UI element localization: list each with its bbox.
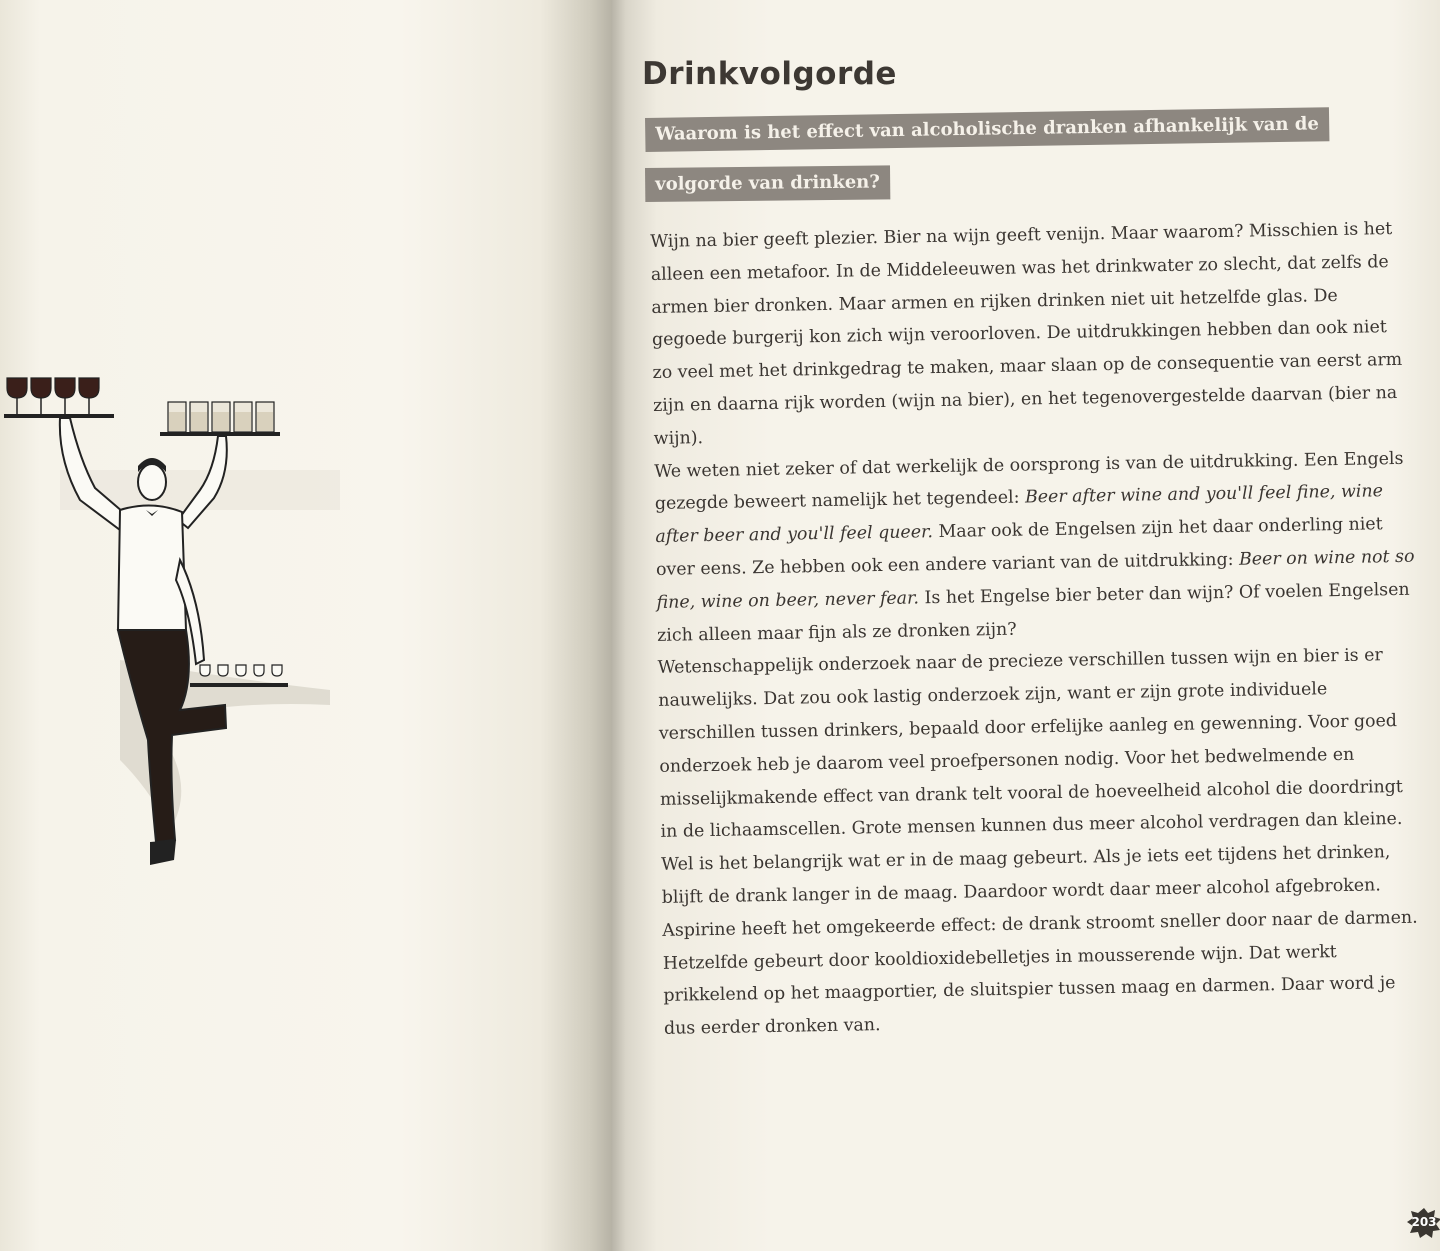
paragraph-2 <box>654 442 1417 652</box>
paragraph-2-text-c: Is het Engelse bier beter dan wijn? Of voelen Engelsen zich alleen maar fijn als ze dronken zijn? <box>656 579 1410 646</box>
paragraph-3-text: Wetenschappelijk onderzoek naar de precieze verschillen tussen wijn en bier is er nauwelijks. Dat zou ook lastig onderzoek zijn, want er zijn grote individuele verschillen tussen drinkers, bepaald door erfelijke aanleg en gewenning. Voor goed onderzoek heb je daarom veel proefpersonen nodig. Voor het bedwelmende en misselijkmakende effect van drank telt vooral de hoeveelheid alcohol die doordringt in de lichaamscellen. Grote mensen kunnen dus meer alcohol verdragen dan kleine. Wel is het belangrijk wat er in de maag gebeurt. Als je iets eet tijdens het drinken, blijft de drank langer in de maag. Daardoor wordt daar meer alcohol afgebroken. Aspirine heeft het omgekeerde effect: de drank stroomt sneller door naar de darmen. Hetzelfde gebeurt door kooldioxidebelletjes in mousserende wijn. Dat werkt prikkelend op het maagportier, de sluitspier tussen maag en darmen. Daar word je dus eerder dronken van. <box>657 645 1418 1040</box>
question-line-1: Waarom is het effect van alcoholische dranken afhankelijk van de <box>645 107 1329 152</box>
left-page <box>0 0 612 1251</box>
question-line-2: volgorde van drinken? <box>645 165 890 202</box>
paragraph-3 <box>657 639 1424 1046</box>
paragraph-2-italic-b: Beer on wine not so fine, wine on beer, never fear. <box>656 546 1415 613</box>
page-number: 203 <box>1411 1215 1437 1229</box>
paragraph-2-text-a: We weten niet zeker of dat werkelijk de oorsprong is van de uitdrukking. Een Engels gezegde beweert namelijk het tegendeel: <box>654 448 1404 515</box>
body-text <box>650 213 1424 1046</box>
wine-glasses-tray <box>4 378 114 418</box>
paragraph-1-text: Wijn na bier geeft plezier. Bier na wijn geeft venijn. Maar waarom? Misschien is het alleen een metafoor. In de Middeleeuwen was het drinkwater zo slecht, dat zelfs de armen bier dronken. Maar armen en rijken drinken niet uit hetzelfde glas. De gegoede burgerij kon zich wijn veroorloven. De uitdrukkingen hebben dan ook niet zo veel met het drinkgedrag te maken, maar slaan op de consequentie van eerst arm zijn en daarna rijk worden (wijn na bier), en het tegenovergestelde daarvan (bier na wijn). <box>650 219 1403 449</box>
paragraph-2-text-b: Maar ook de Engelsen zijn het daar onderling niet over eens. Ze hebben ook een andere variant van de uitdrukking: <box>655 514 1383 580</box>
paragraph-1 <box>650 213 1414 456</box>
paragraph-2-italic-a: Beer after wine and you'll feel fine, wine after beer and you'll feel queer. <box>655 481 1384 548</box>
waiter-illustration <box>0 360 360 880</box>
page-number-badge <box>1407 1208 1440 1238</box>
beer-glasses-tray <box>160 402 280 436</box>
page-title: Drinkvolgorde <box>642 56 897 92</box>
